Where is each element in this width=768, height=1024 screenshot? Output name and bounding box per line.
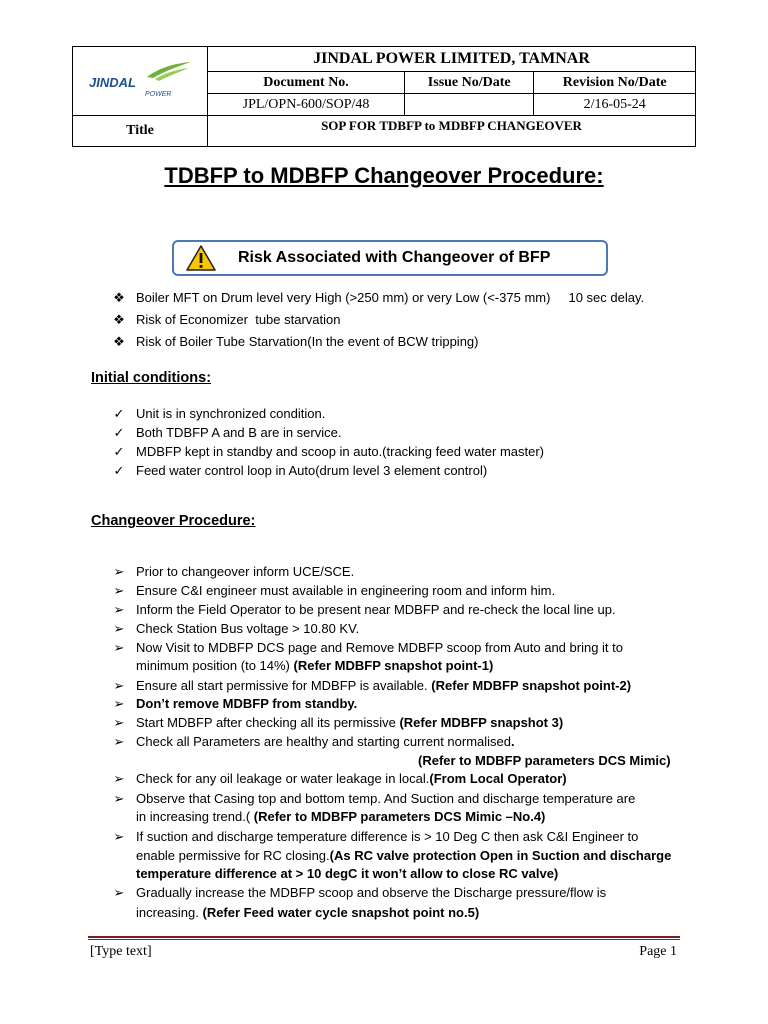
diamond-bullet-icon: ❖ xyxy=(113,312,125,327)
arrow-bullet-icon: ➢ xyxy=(113,678,125,693)
arrow-bullet-icon: ➢ xyxy=(113,885,125,900)
arrow-bullet-icon: ➢ xyxy=(113,564,125,579)
company-name: JINDAL POWER LIMITED, TAMNAR xyxy=(208,47,696,72)
footer-divider xyxy=(88,936,680,938)
issue-no-value xyxy=(405,94,534,116)
check-icon: ✓ xyxy=(113,463,125,478)
arrow-bullet-icon: ➢ xyxy=(113,640,125,655)
check-icon: ✓ xyxy=(113,444,125,459)
main-title: TDBFP to MDBFP Changeover Procedure: xyxy=(164,163,604,188)
procedure-reference: (Refer to MDBFP parameters DCS Mimic) xyxy=(418,753,671,768)
revision-no-value: 2/16-05-24 xyxy=(534,94,696,116)
page-number: Page 1 xyxy=(639,944,677,959)
arrow-bullet-icon: ➢ xyxy=(113,829,125,844)
footer-divider xyxy=(88,939,680,940)
logo-text: JINDAL xyxy=(89,74,136,90)
risk-heading: Risk Associated with Changeover of BFP xyxy=(238,249,551,266)
document-header-table xyxy=(72,46,696,147)
check-icon: ✓ xyxy=(113,425,125,440)
company-logo xyxy=(73,47,208,116)
initial-conditions-heading: Initial conditions: xyxy=(91,370,212,386)
jindal-logo-icon xyxy=(85,59,195,99)
arrow-bullet-icon: ➢ xyxy=(113,791,125,806)
revision-no-header: Revision No/Date xyxy=(534,72,696,94)
issue-no-header: Issue No/Date xyxy=(405,72,534,94)
footer-left-text: [Type text] xyxy=(90,944,152,959)
arrow-bullet-icon: ➢ xyxy=(113,621,125,636)
arrow-bullet-icon: ➢ xyxy=(113,696,125,711)
risk-heading-box xyxy=(172,240,608,276)
arrow-bullet-icon: ➢ xyxy=(113,734,125,749)
arrow-bullet-icon: ➢ xyxy=(113,583,125,598)
arrow-bullet-icon: ➢ xyxy=(113,602,125,617)
changeover-procedure-heading: Changeover Procedure: xyxy=(91,513,256,529)
title-value: SOP FOR TDBFP to MDBFP CHANGEOVER xyxy=(208,116,696,147)
diamond-bullet-icon: ❖ xyxy=(113,290,125,305)
warning-icon xyxy=(186,245,216,271)
arrow-bullet-icon: ➢ xyxy=(113,771,125,786)
diamond-bullet-icon: ❖ xyxy=(113,334,125,349)
document-no-value: JPL/OPN-600/SOP/48 xyxy=(208,94,405,116)
logo-subtext: POWER xyxy=(145,90,172,98)
document-no-header: Document No. xyxy=(208,72,405,94)
arrow-bullet-icon: ➢ xyxy=(113,715,125,730)
check-icon: ✓ xyxy=(113,406,125,421)
title-label: Title xyxy=(73,116,208,147)
